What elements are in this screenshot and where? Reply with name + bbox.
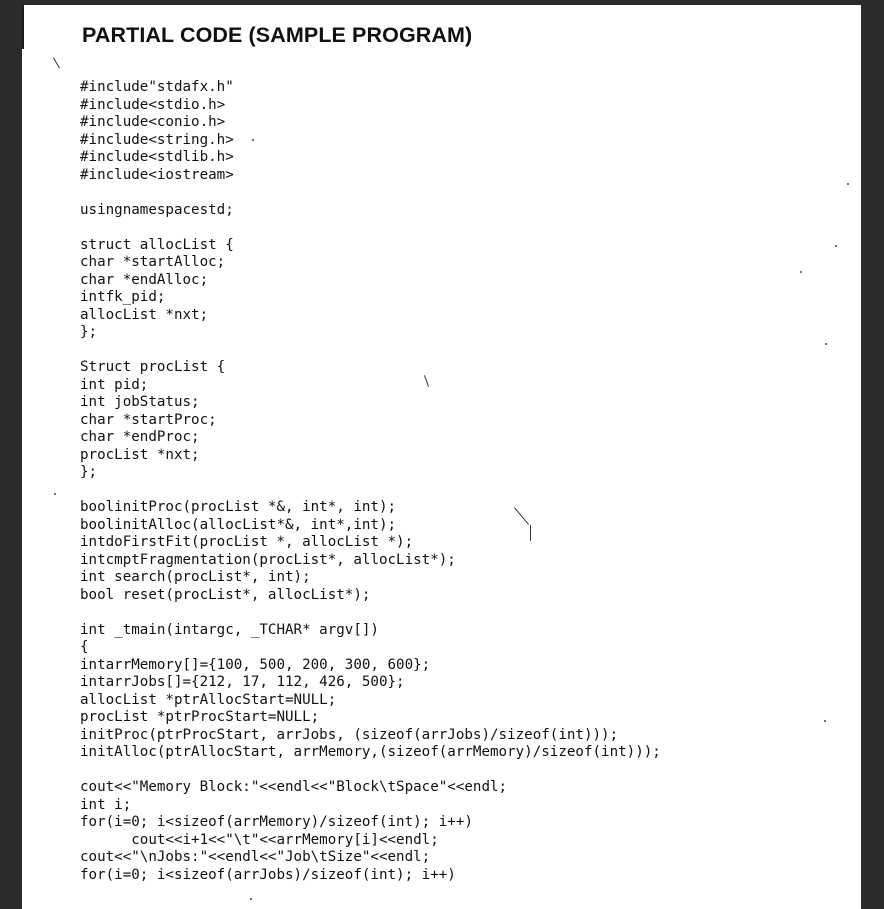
blank-line [80,219,661,237]
blank-line [80,184,661,202]
code-line: struct allocList { [80,236,234,253]
code-line: procList *nxt; [80,446,200,463]
code-line: #include<conio.h> [80,114,226,130]
blank-line [80,482,661,500]
document-page [22,5,861,909]
page-edge [22,5,24,49]
scan-speck [800,271,802,273]
code-line: #include<iostream> [80,166,234,183]
scan-speck [825,343,827,345]
code-line: boolinitProc(procList *&, int*, int); [80,499,397,515]
blank-line [80,342,661,360]
code-line: intdoFirstFit(procList *, allocList *); [80,534,414,550]
scan-mark [530,525,531,541]
code-line: #include"stdafx.h" [80,79,234,95]
code-line: bool reset(procList*, allocList*); [80,586,371,603]
code-line: intfk_pid; [80,289,166,305]
code-line: for(i=0; i<sizeof(arrJobs)/sizeof(int); i++) [80,866,456,883]
code-line: allocList *ptrAllocStart=NULL; [80,691,337,708]
code-line: allocList *nxt; [80,306,209,323]
code-line: #include<string.h> [80,131,234,148]
scan-speck [824,720,826,722]
code-line: cout<<"\nJobs:"<<endl<<"Job\tSize"<<endl; [80,849,431,865]
code-line: Struct procList { [80,359,226,375]
scan-speck [54,493,56,495]
blank-line [80,762,661,780]
code-line: }; [80,324,98,340]
scan-speck [252,139,254,141]
code-line: char *startAlloc; [80,254,226,270]
code-line: }; [80,464,98,480]
code-line: char *startProc; [80,411,217,428]
code-line: procList *ptrProcStart=NULL; [80,709,320,725]
code-line: int jobStatus; [80,394,200,410]
code-line: intarrJobs[]={212, 17, 112, 426, 500}; [80,674,405,690]
scan-speck [847,183,849,185]
code-line: cout<<i+1<<"\t"<<arrMemory[i]<<endl; [80,831,439,848]
code-line: intarrMemory[]={100, 500, 200, 300, 600}; [80,656,431,673]
code-line: intcmptFragmentation(procList*, allocList*); [80,551,456,568]
scan-mark [53,58,60,69]
code-line: initProc(ptrProcStart, arrJobs, (sizeof(arrJobs)/sizeof(int))); [80,726,619,743]
code-line: initAlloc(ptrAllocStart, arrMemory,(sizeof(arrMemory)/sizeof(int))); [80,744,661,760]
code-line: #include<stdio.h> [80,96,226,113]
blank-line [80,604,661,622]
scan-speck [250,898,252,900]
code-line: int _tmain(intargc, _TCHAR* argv[]) [80,621,379,638]
code-line: usingnamespacestd; [80,201,234,218]
code-line: int search(procList*, int); [80,569,311,585]
code-line: char *endProc; [80,429,200,445]
code-line: boolinitAlloc(allocList*&, int*,int); [80,516,397,533]
code-line: int pid; [80,376,149,393]
page-title: PARTIAL CODE (SAMPLE PROGRAM) [82,23,473,47]
code-line: cout<<"Memory Block:"<<endl<<"Block\tSpace"<<endl; [80,779,508,795]
code-line: { [80,639,89,655]
code-line: for(i=0; i<sizeof(arrMemory)/sizeof(int); i++) [80,814,473,830]
code-line: char *endAlloc; [80,271,209,288]
code-line: int i; [80,796,132,813]
code-listing [80,79,661,884]
code-line: #include<stdlib.h> [80,149,234,165]
scan-speck [835,245,837,247]
